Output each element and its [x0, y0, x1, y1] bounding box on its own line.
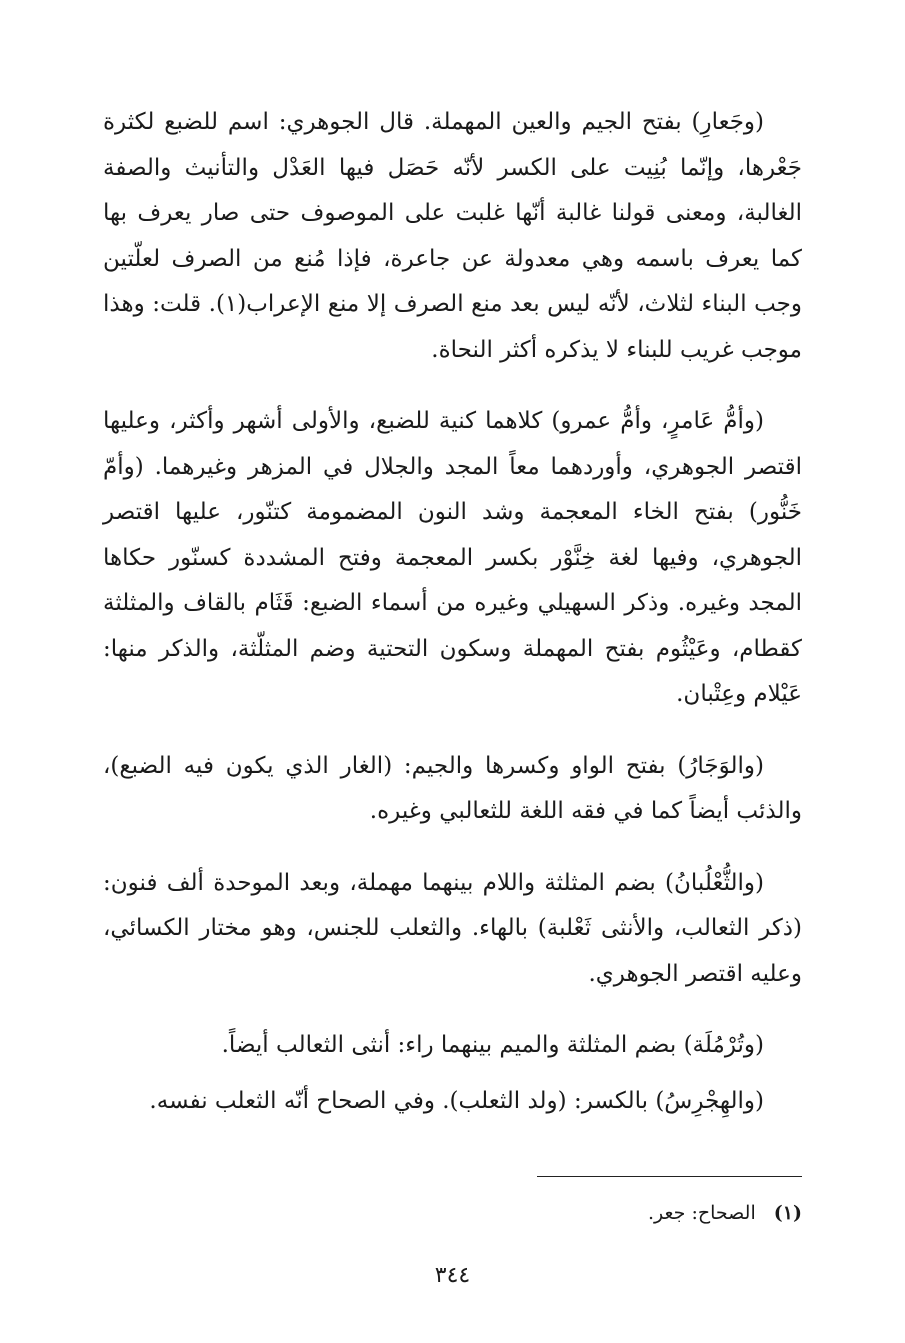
footnote-text: الصحاح: جعر. [647, 1202, 756, 1224]
footnote [103, 1198, 802, 1228]
footnote-number: (١) [773, 1202, 802, 1224]
paragraph-wajar: (والوَجَارُ) بفتح الواو وكسرها والجيم: (الغار الذي يكون فيه الضبع)، والذئب أيضاً كما في فقه اللغة للثعالبي وغيره. [103, 752, 802, 824]
page-number: ٣٤٤ [434, 1263, 471, 1288]
paragraph-jaar: (وجَعارِ) بفتح الجيم والعين المهملة. قال الجوهري: اسم للضبع لكثرة جَعْرها، وإنّما بُنِيت على الكسر لأنّه حَصَل فيها العَدْل والتأنيث والصفة الغالبة، ومعنى قولنا غالبة أنّها غلبت على الموصوف حتى صار يعرف بها كما يعرف باسمه وهي معدولة عن جاعرة، فإذا مُنع من الصرف لعلّتين وجب البناء لثلاث، لأنّه ليس بعد منع الصرف إلا منع الإعراب(١). قلت: وهذا موجب غريب للبناء لا يذكره أكثر النحاة. [103, 109, 802, 363]
paragraph-thuluban: (والثُّعْلُبانُ) بضم المثلثة واللام بينهما مهملة، وبعد الموحدة ألف فنون: (ذكر الثعالب، والأنثى ثَعْلبة) بالهاء. والثعلب للجنس، وهو مختار الكسائي، وعليه اقتصر الجوهري. [103, 869, 802, 987]
body-text [103, 100, 802, 1150]
paragraph-umm-amir: (وأمُّ عَامرٍ، وأمُّ عمرو) كلاهما كنية للضبع، والأولى أشهر وأكثر، وعليها اقتصر الجوهري، وأوردهما معاً المجد والجلال في المزهر وغيرهما. (وأمّ خَنُّور) بفتح الخاء المعجمة وشد النون المضمومة كتنّور، عليها اقتصر الجوهري، وفيها لغة خِنَّوْر بكسر المعجمة وفتح المشددة كسنّور حكاها المجد وغيره. وذكر السهيلي وغيره من أسماء الضبع: قَثَام بالقاف والمثلثة كقطام، وعَيْثُوم بفتح المهملة وسكون التحتية وضم المثلّثة، والذكر منها: عَيْلام وعِتْبان. [103, 408, 802, 707]
footnote-divider [537, 1176, 802, 1177]
paragraph-turmula: (وتُرْمُلَة) بضم المثلثة والميم بينهما راء: أنثى الثعالب أيضاً. [221, 1032, 764, 1058]
paragraph-hijris: (والهِجْرِسُ) بالكسر: (ولد الثعلب). وفي الصحاح أنّه الثعلب نفسه. [149, 1087, 764, 1114]
